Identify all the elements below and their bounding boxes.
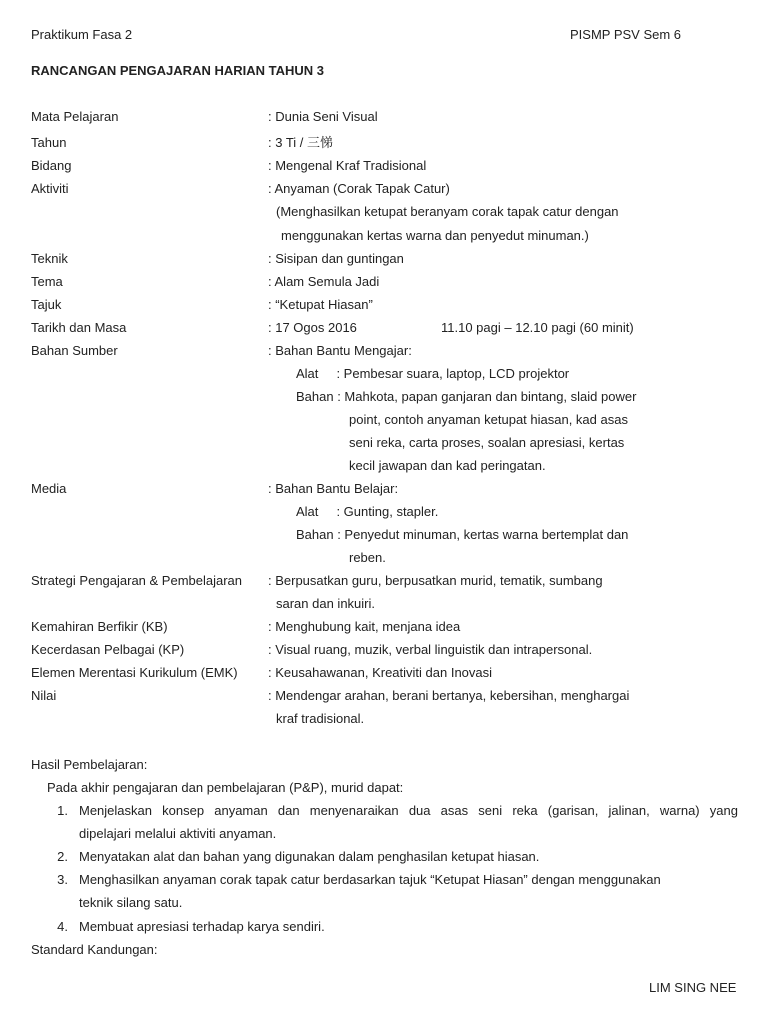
value-tarikh: : 17 Ogos 2016 [268, 320, 357, 335]
list-item-text-cont: teknik silang satu. [79, 895, 183, 910]
label-kp: Kecerdasan Pelbagai (KP) [31, 642, 185, 657]
list-item-text: Menghasilkan anyaman corak tapak catur berdasarkan tajuk “Ketupat Hiasan” dengan menggunakan [79, 872, 661, 887]
value-bahan-sumber: : Bahan Bantu Mengajar: [268, 343, 412, 358]
list-item-text: Menyatakan alat dan bahan yang digunakan dalam penghasilan ketupat hiasan. [79, 849, 540, 864]
media-alat: Alat : Gunting, stapler. [296, 504, 439, 519]
header-right: PISMP PSV Sem 6 [570, 27, 682, 42]
label-bahan-sumber: Bahan Sumber [31, 343, 118, 358]
value-kp: : Visual ruang, muzik, verbal linguistik dan intrapersonal. [268, 642, 593, 657]
value-aktiviti-cont2: menggunakan kertas warna dan penyedut minuman.) [281, 228, 589, 243]
value-mata-pelajaran: : Dunia Seni Visual [268, 109, 378, 124]
value-media: : Bahan Bantu Belajar: [268, 481, 399, 496]
value-nilai-cont1: kraf tradisional. [276, 711, 365, 726]
label-kb: Kemahiran Berfikir (KB) [31, 619, 168, 634]
value-emk: : Keusahawanan, Kreativiti dan Inovasi [268, 665, 493, 680]
list-item-number: 4. [57, 919, 68, 934]
value-bidang: : Mengenal Kraf Tradisional [268, 158, 427, 173]
value-nilai: : Mendengar arahan, berani bertanya, kebersihan, menghargai [268, 688, 630, 703]
label-strategi: Strategi Pengajaran & Pembelajaran [31, 573, 243, 588]
standard-kandungan-heading: Standard Kandungan: [31, 942, 158, 957]
value-strategi: : Berpusatkan guru, berpusatkan murid, tematik, sumbang [268, 573, 603, 588]
list-item-text-cont: dipelajari melalui aktiviti anyaman. [79, 826, 277, 841]
value-aktiviti: : Anyaman (Corak Tapak Catur) [268, 181, 450, 196]
list-item-text: Membuat apresiasi terhadap karya sendiri. [79, 919, 325, 934]
label-mata-pelajaran: Mata Pelajaran [31, 109, 119, 124]
value-masa: 11.10 pagi – 12.10 pagi (60 minit) [441, 320, 634, 335]
value-aktiviti-cont1: (Menghasilkan ketupat beranyam corak tapak catur dengan [276, 204, 619, 219]
label-teknik: Teknik [31, 251, 68, 266]
label-nilai: Nilai [31, 688, 57, 703]
footer-author: LIM SING NEE [649, 980, 737, 995]
bahan-sumber-bahan-cont1: point, contoh anyaman ketupat hiasan, kad asas [349, 412, 628, 427]
bahan-sumber-bahan-cont2: seni reka, carta proses, soalan apresiasi, kertas [349, 435, 625, 450]
label-tajuk: Tajuk [31, 297, 62, 312]
label-aktiviti: Aktiviti [31, 181, 69, 196]
list-item-number: 3. [57, 872, 68, 887]
media-bahan: Bahan : Penyedut minuman, kertas warna bertemplat dan [296, 527, 629, 542]
label-tarikh-masa: Tarikh dan Masa [31, 320, 127, 335]
list-item-number: 2. [57, 849, 68, 864]
list-item-number: 1. [57, 803, 68, 818]
label-tema: Tema [31, 274, 63, 289]
value-teknik: : Sisipan dan guntingan [268, 251, 404, 266]
list-item-text: Menjelaskan konsep anyaman dan menyenaraikan dua asas seni reka (garisan, jalinan, warna) yang [79, 803, 738, 818]
value-strategi-cont1: saran dan inkuiri. [276, 596, 375, 611]
label-media: Media [31, 481, 67, 496]
value-tahun: : 3 Ti / 三悌 [268, 135, 334, 150]
document-title: RANCANGAN PENGAJARAN HARIAN TAHUN 3 [31, 63, 324, 78]
label-emk: Elemen Merentasi Kurikulum (EMK) [31, 665, 238, 680]
bahan-sumber-bahan-cont3: kecil jawapan dan kad peringatan. [349, 458, 546, 473]
hasil-heading: Hasil Pembelajaran: [31, 757, 148, 772]
media-bahan-cont1: reben. [349, 550, 386, 565]
bahan-sumber-bahan: Bahan : Mahkota, papan ganjaran dan bintang, slaid power [296, 389, 637, 404]
bahan-sumber-alat: Alat : Pembesar suara, laptop, LCD projektor [296, 366, 570, 381]
value-kb: : Menghubung kait, menjana idea [268, 619, 461, 634]
value-tema: : Alam Semula Jadi [268, 274, 380, 289]
header-left: Praktikum Fasa 2 [31, 27, 133, 42]
label-tahun: Tahun [31, 135, 67, 150]
value-tajuk: : “Ketupat Hiasan” [268, 297, 373, 312]
label-bidang: Bidang [31, 158, 72, 173]
hasil-intro: Pada akhir pengajaran dan pembelajaran (P&P), murid dapat: [47, 780, 404, 795]
